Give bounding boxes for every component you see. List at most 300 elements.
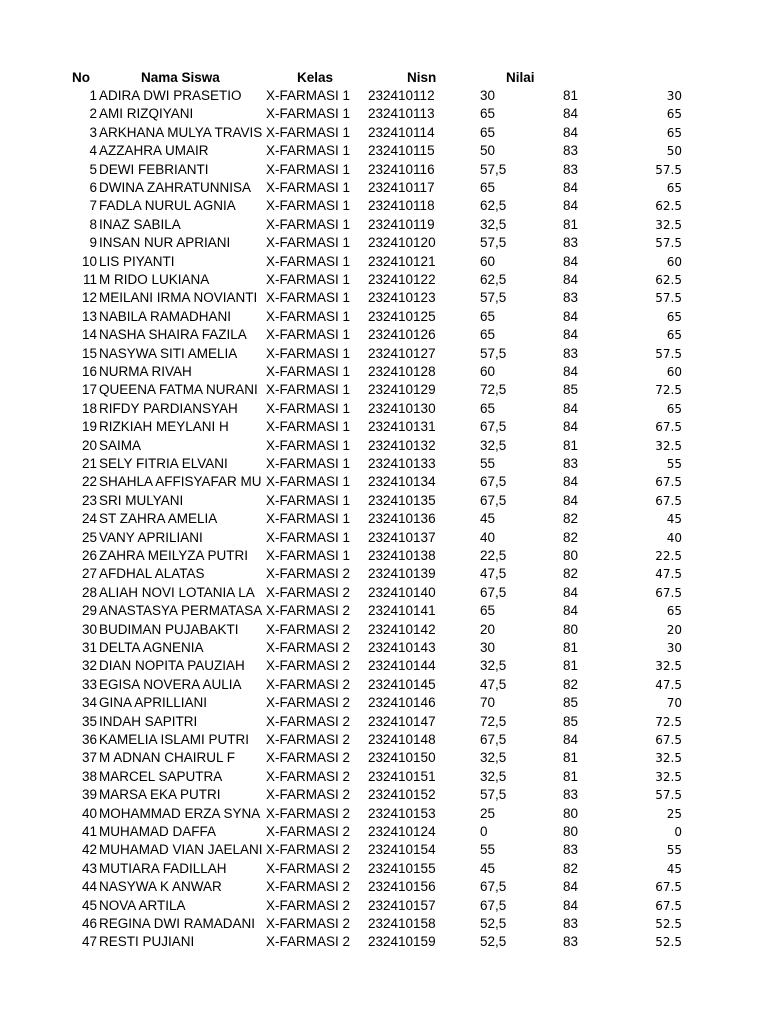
score-decimal-value: 67.5	[655, 898, 682, 913]
class-name: X-FARMASI 1	[266, 548, 351, 563]
nisn-value: 232410132	[368, 437, 436, 453]
nisn-value: 232410154	[368, 842, 436, 858]
class-name: X-FARMASI 1	[266, 216, 351, 232]
score-value: 83	[563, 290, 579, 306]
nilai-value: 67,5	[480, 897, 507, 913]
score-value: 83	[563, 345, 579, 361]
score-decimal-value: 32.5	[655, 769, 682, 784]
nilai-value: 30	[480, 88, 496, 103]
score-decimal-value: 32.5	[655, 751, 682, 766]
table-row	[0, 234, 768, 252]
nilai-value: 65	[480, 106, 496, 122]
nilai-value: 65	[480, 603, 496, 619]
score-value: 84	[563, 879, 579, 895]
row-number: 34	[81, 695, 97, 711]
score-value: 84	[563, 603, 579, 619]
nisn-value: 232410144	[368, 658, 436, 674]
nilai-value: 57,5	[480, 290, 507, 306]
class-name: X-FARMASI 2	[266, 603, 351, 619]
nilai-value: 57,5	[480, 787, 507, 803]
nisn-value: 232410126	[368, 327, 436, 343]
score-value: 84	[563, 253, 579, 269]
class-name: X-FARMASI 1	[266, 437, 351, 453]
nisn-value: 232410131	[368, 419, 436, 435]
row-number: 27	[81, 566, 97, 582]
score-value: 84	[563, 897, 579, 913]
score-value: 83	[563, 161, 579, 177]
table-row	[0, 473, 768, 491]
score-decimal-value: 52.5	[655, 917, 682, 931]
score-decimal-value: 32.5	[655, 659, 682, 674]
student-name: DIAN NOPITA PAUZIAH	[99, 658, 245, 674]
table-row	[0, 694, 768, 712]
nisn-value: 232410155	[368, 860, 436, 876]
score-value: 84	[563, 198, 579, 214]
score-decimal-value: 70	[666, 696, 682, 711]
table-row	[0, 602, 768, 620]
row-number: 12	[81, 290, 97, 306]
nilai-value: 55	[480, 456, 496, 471]
table-row	[0, 455, 768, 473]
score-value: 80	[563, 824, 579, 839]
score-value: 84	[563, 584, 579, 600]
class-name: X-FARMASI 1	[266, 198, 351, 214]
score-value: 84	[563, 106, 579, 122]
class-name: X-FARMASI 1	[266, 308, 351, 324]
table-row	[0, 547, 768, 565]
table-row	[0, 253, 768, 271]
table-row	[0, 105, 768, 123]
score-value: 81	[563, 437, 579, 453]
score-value: 81	[563, 750, 579, 766]
row-number: 33	[81, 676, 97, 692]
score-decimal-value: 55	[666, 457, 682, 471]
class-name: X-FARMASI 2	[266, 897, 351, 913]
score-decimal-value: 65	[666, 309, 682, 324]
score-decimal-value: 45	[666, 512, 682, 527]
score-value: 83	[563, 934, 579, 950]
nilai-value: 65	[480, 308, 496, 324]
table-row	[0, 805, 768, 823]
table-row	[0, 289, 768, 307]
row-number: 1	[89, 88, 97, 103]
score-decimal-value: 45	[666, 861, 682, 876]
class-name: X-FARMASI 1	[266, 161, 351, 177]
nilai-value: 25	[480, 805, 496, 821]
score-decimal-value: 67.5	[655, 475, 682, 490]
header-nisn: Nisn	[407, 70, 437, 85]
row-number: 18	[81, 400, 97, 416]
score-decimal-value: 72.5	[655, 714, 682, 729]
row-number: 42	[81, 842, 97, 858]
student-name: SAIMA	[99, 437, 142, 453]
score-value: 84	[563, 124, 579, 140]
nisn-value: 232410158	[368, 916, 436, 931]
score-decimal-value: 20	[666, 622, 682, 637]
score-decimal-value: 57.5	[655, 162, 682, 177]
row-number: 35	[81, 713, 97, 729]
class-name: X-FARMASI 2	[266, 566, 351, 582]
student-name: EGISA NOVERA AULIA	[99, 676, 242, 692]
class-name: X-FARMASI 1	[266, 106, 351, 122]
score-decimal-value: 30	[666, 89, 682, 103]
nilai-value: 55	[480, 842, 496, 858]
class-name: X-FARMASI 2	[266, 695, 351, 711]
nilai-value: 67,5	[480, 419, 507, 435]
class-name: X-FARMASI 1	[266, 88, 351, 103]
row-number: 30	[81, 621, 97, 637]
row-number: 14	[81, 327, 97, 343]
table-row	[0, 565, 768, 583]
student-name: ANASTASYA PERMATASA	[99, 603, 263, 619]
class-name: X-FARMASI 2	[266, 879, 351, 895]
nilai-value: 32,5	[480, 216, 507, 232]
row-number: 8	[89, 216, 97, 232]
student-name: AFDHAL ALATAS	[99, 566, 205, 582]
class-name: X-FARMASI 2	[266, 621, 351, 637]
class-name: X-FARMASI 1	[266, 290, 351, 306]
class-name: X-FARMASI 2	[266, 584, 351, 600]
class-name: X-FARMASI 1	[266, 272, 351, 287]
nilai-value: 30	[480, 640, 496, 655]
table-row	[0, 124, 768, 142]
nilai-value: 22,5	[480, 548, 507, 563]
row-number: 21	[81, 456, 97, 471]
class-name: X-FARMASI 2	[266, 640, 351, 655]
class-name: X-FARMASI 1	[266, 364, 351, 379]
class-name: X-FARMASI 1	[266, 235, 351, 251]
class-name: X-FARMASI 2	[266, 768, 351, 784]
nisn-value: 232410113	[368, 106, 435, 122]
score-value: 81	[563, 88, 579, 103]
nisn-value: 232410156	[368, 879, 436, 895]
row-number: 44	[81, 879, 97, 895]
student-name: MUHAMAD VIAN JAELANI	[99, 842, 263, 858]
nilai-value: 65	[480, 400, 496, 416]
row-number: 31	[81, 640, 97, 655]
row-number: 41	[81, 824, 97, 839]
table-row	[0, 860, 768, 878]
row-number: 11	[82, 272, 97, 287]
score-decimal-value: 62.5	[655, 199, 682, 214]
score-value: 83	[563, 235, 579, 251]
nisn-value: 232410139	[368, 566, 436, 582]
score-value: 84	[563, 732, 579, 747]
table-row	[0, 326, 768, 344]
table-row	[0, 197, 768, 215]
table-row	[0, 492, 768, 510]
table-row	[0, 400, 768, 418]
row-number: 28	[81, 584, 97, 600]
class-name: X-FARMASI 1	[266, 400, 351, 416]
nilai-value: 60	[480, 364, 496, 379]
student-name: INAZ SABILA	[99, 216, 181, 232]
score-decimal-value: 57.5	[655, 346, 682, 361]
class-name: X-FARMASI 1	[266, 456, 351, 471]
score-value: 81	[563, 216, 579, 232]
nilai-value: 32,5	[480, 437, 507, 453]
table-row	[0, 676, 768, 694]
nilai-value: 50	[480, 143, 496, 159]
student-name: MEILANI IRMA NOVIANTI	[99, 290, 258, 306]
table-row	[0, 437, 768, 455]
score-decimal-value: 72.5	[655, 383, 682, 398]
row-number: 47	[81, 934, 97, 950]
score-decimal-value: 62.5	[655, 273, 682, 287]
row-number: 4	[89, 143, 97, 159]
row-number: 46	[81, 916, 97, 931]
score-value: 84	[563, 180, 579, 195]
class-name: X-FARMASI 2	[266, 916, 351, 931]
class-name: X-FARMASI 1	[266, 124, 351, 140]
score-decimal-value: 60	[666, 254, 682, 269]
score-value: 84	[563, 308, 579, 324]
student-name: MARCEL SAPUTRA	[99, 768, 223, 784]
nilai-value: 32,5	[480, 768, 507, 784]
nilai-value: 57,5	[480, 345, 507, 361]
student-name: M RIDO LUKIANA	[99, 272, 210, 287]
row-number: 2	[89, 106, 97, 122]
student-name: QUEENA FATMA NURANI	[99, 382, 258, 398]
score-decimal-value: 57.5	[655, 291, 682, 306]
score-decimal-value: 67.5	[655, 493, 682, 508]
table-row	[0, 308, 768, 326]
class-name: X-FARMASI 2	[266, 824, 351, 839]
score-decimal-value: 67.5	[655, 420, 682, 435]
student-name: AZZAHRA UMAIR	[99, 143, 209, 159]
student-name: M ADNAN CHAIRUL F	[99, 750, 236, 766]
student-name: SELY FITRIA ELVANI	[99, 456, 228, 471]
nilai-value: 70	[480, 695, 496, 711]
class-name: X-FARMASI 2	[266, 934, 351, 950]
score-decimal-value: 47.5	[655, 677, 682, 692]
table-row	[0, 179, 768, 197]
nisn-value: 232410130	[368, 400, 436, 416]
nisn-value: 232410124	[368, 824, 436, 839]
nilai-value: 32,5	[480, 658, 507, 674]
score-decimal-value: 32.5	[655, 438, 682, 453]
class-name: X-FARMASI 1	[266, 492, 351, 508]
student-name: MUHAMAD DAFFA	[99, 824, 217, 839]
student-name: ST ZAHRA AMELIA	[99, 511, 218, 527]
nisn-value: 232410137	[368, 529, 436, 545]
nilai-value: 67,5	[480, 492, 507, 508]
row-number: 37	[81, 750, 97, 766]
score-decimal-value: 65	[666, 328, 682, 343]
class-name: X-FARMASI 2	[266, 787, 351, 803]
nisn-value: 232410138	[368, 548, 436, 563]
nilai-value: 65	[480, 327, 496, 343]
nisn-value: 232410141	[368, 603, 436, 619]
table-row	[0, 87, 768, 105]
student-name: SRI MULYANI	[99, 492, 184, 508]
student-name: DELTA AGNENIA	[99, 640, 204, 655]
row-number: 40	[81, 805, 97, 821]
row-number: 6	[89, 180, 97, 195]
nilai-value: 47,5	[480, 676, 507, 692]
row-number: 20	[81, 437, 97, 453]
score-decimal-value: 65	[666, 107, 682, 122]
nisn-value: 232410120	[368, 235, 436, 251]
class-name: X-FARMASI 2	[266, 805, 351, 821]
class-name: X-FARMASI 1	[266, 180, 351, 195]
nisn-value: 232410151	[368, 768, 436, 784]
row-number: 45	[81, 897, 97, 913]
nilai-value: 57,5	[480, 235, 507, 251]
score-decimal-value: 52.5	[655, 935, 682, 950]
nilai-value: 32,5	[480, 750, 507, 766]
table-row	[0, 142, 768, 160]
score-decimal-value: 40	[666, 530, 682, 545]
nisn-value: 232410148	[368, 732, 436, 747]
table-row	[0, 418, 768, 436]
table-row	[0, 510, 768, 528]
row-number: 9	[89, 235, 97, 251]
nilai-value: 72,5	[480, 382, 507, 398]
score-decimal-value: 57.5	[655, 788, 682, 803]
nisn-value: 232410152	[368, 787, 436, 803]
class-name: X-FARMASI 2	[266, 713, 351, 729]
score-value: 84	[563, 364, 579, 379]
student-name: DWINA ZAHRATUNNISA	[99, 180, 252, 195]
table-row	[0, 621, 768, 639]
nisn-value: 232410143	[368, 640, 436, 655]
class-name: X-FARMASI 1	[266, 253, 351, 269]
score-value: 84	[563, 272, 579, 287]
nisn-value: 232410116	[368, 161, 435, 177]
student-name: FADLA NURUL AGNIA	[99, 198, 236, 214]
nisn-value: 232410159	[368, 934, 436, 950]
nisn-value: 232410123	[368, 290, 436, 306]
nilai-value: 62,5	[480, 198, 507, 214]
score-value: 84	[563, 327, 579, 343]
nisn-value: 232410133	[368, 456, 436, 471]
nilai-value: 47,5	[480, 566, 507, 582]
class-name: X-FARMASI 1	[266, 143, 351, 159]
row-number: 13	[81, 308, 97, 324]
row-number: 32	[81, 658, 97, 674]
row-number: 38	[81, 768, 97, 784]
row-number: 25	[81, 529, 97, 545]
score-value: 80	[563, 621, 579, 637]
student-name: NASYWA SITI AMELIA	[99, 345, 238, 361]
score-value: 83	[563, 787, 579, 803]
score-value: 83	[563, 143, 579, 159]
row-number: 24	[81, 511, 97, 527]
nisn-value: 232410147	[368, 713, 436, 729]
score-value: 85	[563, 382, 579, 398]
row-number: 26	[81, 548, 97, 563]
nilai-value: 20	[480, 621, 496, 637]
student-name: ALIAH NOVI LOTANIA LA	[99, 584, 255, 600]
score-decimal-value: 0	[674, 825, 682, 839]
student-name: LIS PIYANTI	[99, 253, 175, 269]
nilai-value: 67,5	[480, 732, 507, 747]
table-row	[0, 529, 768, 547]
nisn-value: 232410121	[368, 253, 436, 269]
student-name: MUTIARA FADILLAH	[99, 860, 227, 876]
nisn-value: 232410122	[368, 272, 436, 287]
score-decimal-value: 25	[666, 806, 682, 821]
table-row	[0, 657, 768, 675]
student-name: GINA APRILLIANI	[99, 695, 208, 711]
nisn-value: 232410125	[368, 308, 436, 324]
score-value: 82	[563, 511, 579, 527]
table-row	[0, 768, 768, 786]
table-row	[0, 897, 768, 915]
score-decimal-value: 57.5	[655, 236, 682, 251]
table-row	[0, 161, 768, 179]
class-name: X-FARMASI 1	[266, 327, 351, 343]
table-row	[0, 841, 768, 859]
nisn-value: 232410128	[368, 364, 436, 379]
row-number: 36	[81, 732, 97, 747]
score-value: 83	[563, 456, 579, 471]
nisn-value: 232410142	[368, 621, 436, 637]
class-name: X-FARMASI 2	[266, 732, 351, 747]
nisn-value: 232410114	[368, 124, 435, 140]
class-name: X-FARMASI 1	[266, 474, 351, 490]
score-decimal-value: 55	[666, 843, 682, 858]
table-row	[0, 584, 768, 602]
class-name: X-FARMASI 2	[266, 750, 351, 766]
nisn-value: 232410135	[368, 492, 436, 508]
score-value: 85	[563, 695, 579, 711]
score-decimal-value: 65	[666, 181, 682, 195]
nilai-value: 67,5	[480, 584, 507, 600]
class-name: X-FARMASI 1	[266, 511, 351, 527]
nilai-value: 67,5	[480, 879, 507, 895]
nisn-value: 232410153	[368, 805, 436, 821]
table-row	[0, 363, 768, 381]
score-decimal-value: 65	[666, 604, 682, 619]
score-value: 84	[563, 474, 579, 490]
nisn-value: 232410119	[368, 216, 435, 232]
nisn-value: 232410129	[368, 382, 436, 398]
nisn-value: 232410112	[368, 88, 435, 103]
student-name: DEWI FEBRIANTI	[99, 161, 209, 177]
nisn-value: 232410136	[368, 511, 436, 527]
nilai-value: 67,5	[480, 474, 507, 490]
score-decimal-value: 30	[666, 641, 682, 655]
score-value: 82	[563, 566, 579, 582]
nilai-value: 45	[480, 511, 496, 527]
student-name: NOVA ARTILA	[99, 897, 186, 913]
nilai-value: 52,5	[480, 916, 507, 931]
score-value: 80	[563, 805, 579, 821]
nisn-value: 232410115	[368, 143, 435, 159]
row-number: 22	[81, 474, 97, 490]
score-value: 81	[563, 658, 579, 674]
score-value: 84	[563, 492, 579, 508]
score-value: 85	[563, 713, 579, 729]
nisn-value: 232410127	[368, 345, 436, 361]
row-number: 39	[81, 787, 97, 803]
student-name: VANY APRILIANI	[99, 529, 203, 545]
student-name: NURMA RIVAH	[99, 364, 192, 379]
nisn-value: 232410117	[368, 180, 435, 195]
nisn-value: 232410118	[368, 198, 435, 214]
table-row	[0, 878, 768, 896]
nilai-value: 60	[480, 253, 496, 269]
row-number: 16	[81, 364, 97, 379]
score-value: 83	[563, 916, 579, 931]
score-decimal-value: 67.5	[655, 585, 682, 600]
nilai-value: 57,5	[480, 161, 507, 177]
score-value: 83	[563, 842, 579, 858]
row-number: 3	[89, 124, 97, 140]
score-decimal-value: 65	[666, 125, 682, 140]
